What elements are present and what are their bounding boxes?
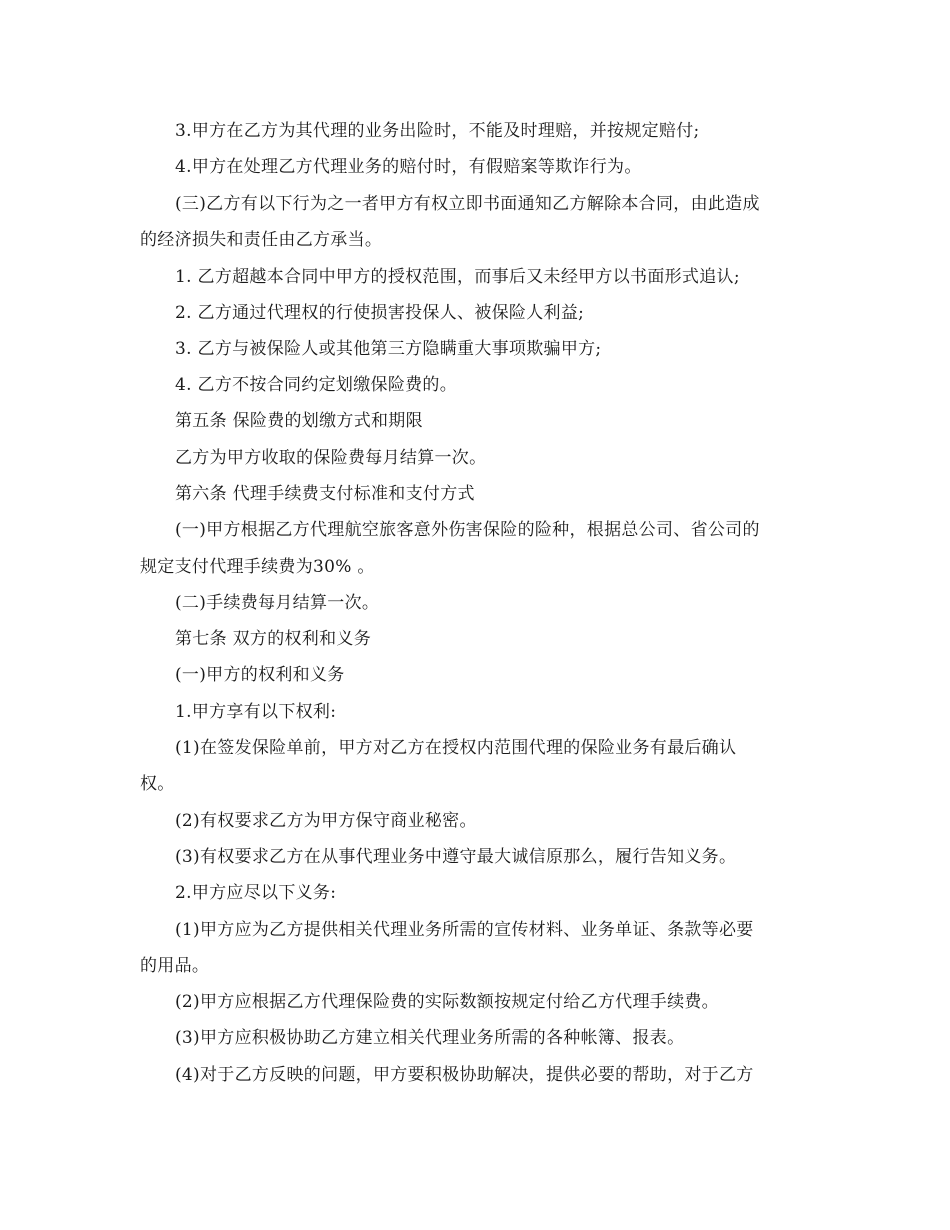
text-line-8: 4. 乙方不按合同约定划缴保险费的。 xyxy=(175,375,458,395)
text-line-2: 4.甲方在处理乙方代理业务的赔付时，有假赔案等欺诈行为。 xyxy=(175,157,642,177)
text-line-25: (2)甲方应根据乙方代理保险费的实际数额按规定付给乙方代理手续费。 xyxy=(175,992,719,1012)
text-line-4: 的经济损失和责任由乙方承当。 xyxy=(140,230,383,250)
text-line-10: 乙方为甲方收取的保险费每月结算一次。 xyxy=(175,448,487,468)
text-line-24: 的用品。 xyxy=(140,956,210,976)
text-line-6: 2. 乙方通过代理权的行使损害投保人、被保险人利益; xyxy=(175,303,585,323)
article-6-heading: 第六条 代理手续费支付标准和支付方式 xyxy=(175,484,475,504)
text-line-19: 权。 xyxy=(140,774,175,794)
text-line-18: (1)在签发保险单前，甲方对乙方在授权内范围代理的保险业务有最后确认 xyxy=(175,738,737,758)
text-line-14: (二)手续费每月结算一次。 xyxy=(175,593,380,613)
text-line-12: (一)甲方根据乙方代理航空旅客意外伤害保险的险种，根据总公司、省公司的 xyxy=(175,520,760,540)
text-line-20: (2)有权要求乙方为甲方保守商业秘密。 xyxy=(175,811,477,831)
text-line-3: (三)乙方有以下行为之一者甲方有权立即书面通知乙方解除本合同，由此造成 xyxy=(175,194,760,214)
text-line-23: (1)甲方应为乙方提供相关代理业务所需的宣传材料、业务单证、条款等必要 xyxy=(175,920,754,940)
text-line-1: 3.甲方在乙方为其代理的业务出险时，不能及时理赔，并按规定赔付; xyxy=(175,121,700,141)
article-7-heading: 第七条 双方的权利和义务 xyxy=(175,629,372,649)
text-line-17: 1.甲方享有以下权利: xyxy=(175,702,337,722)
text-line-22: 2.甲方应尽以下义务: xyxy=(175,883,337,903)
text-line-13: 规定支付代理手续费为30% 。 xyxy=(140,557,375,577)
text-line-26: (3)甲方应积极协助乙方建立相关代理业务所需的各种帐簿、报表。 xyxy=(175,1028,685,1048)
text-line-5: 1. 乙方超越本合同中甲方的授权范围，而事后又未经甲方以书面形式追认; xyxy=(175,267,740,287)
text-line-16: (一)甲方的权利和义务 xyxy=(175,665,345,685)
text-line-7: 3. 乙方与被保险人或其他第三方隐瞒重大事项欺骗甲方; xyxy=(175,339,602,359)
article-5-heading: 第五条 保险费的划缴方式和期限 xyxy=(175,411,423,431)
text-line-21: (3)有权要求乙方在从事代理业务中遵守最大诚信原那么，履行告知义务。 xyxy=(175,847,737,867)
text-line-27: (4)对于乙方反映的问题，甲方要积极协助解决，提供必要的帮助，对于乙方 xyxy=(175,1065,754,1085)
